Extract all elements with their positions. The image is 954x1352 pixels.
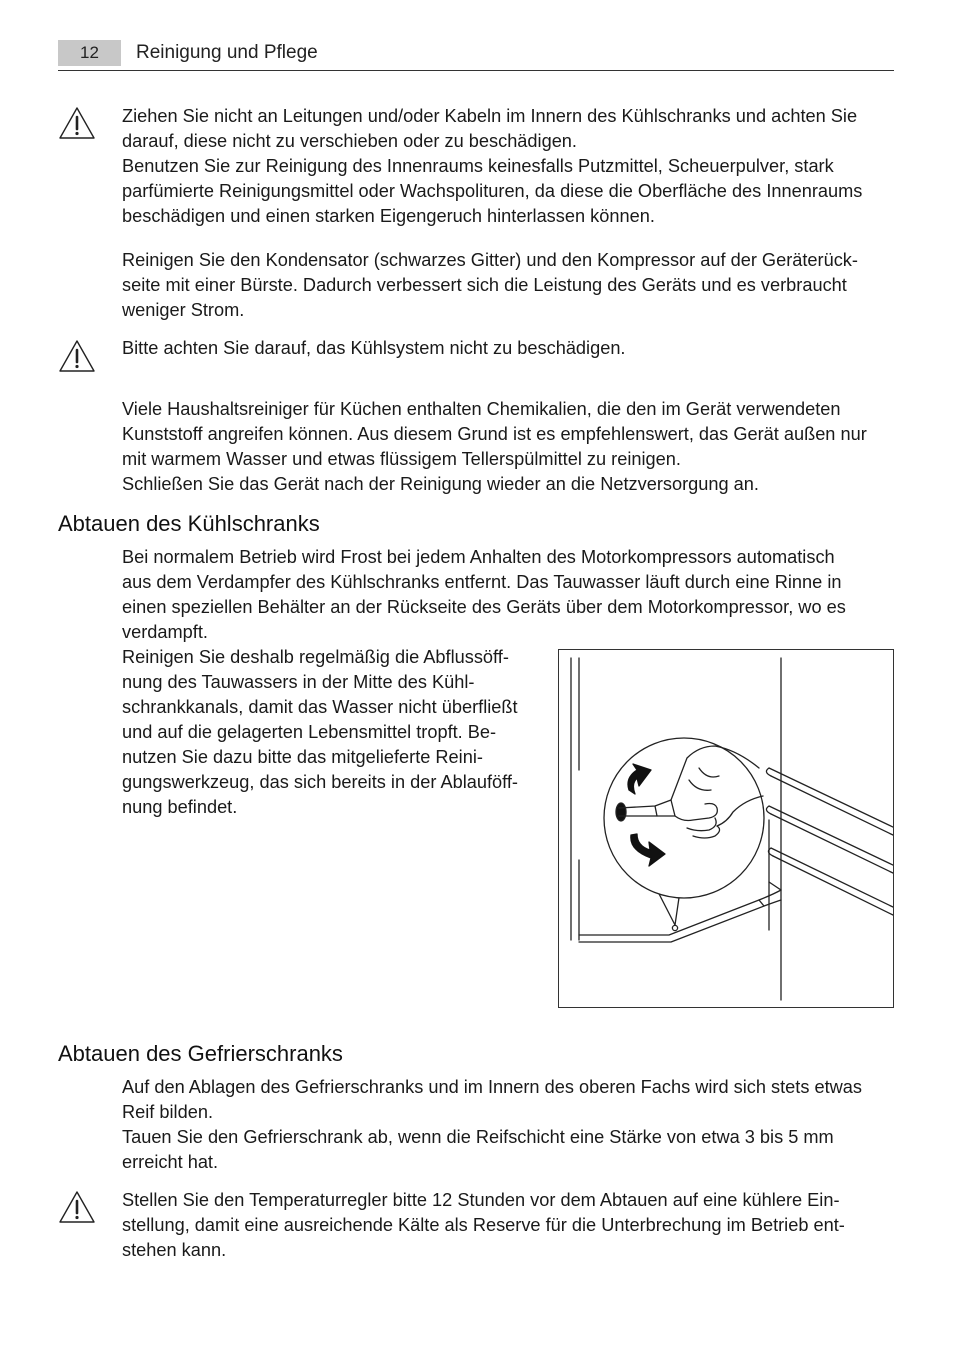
text-line: mit warmem Wasser und etwas flüssigem Tellerspülmittel zu reinigen. <box>122 449 681 469</box>
text-line: beschädigen und einen starken Eigengeruch hinterlassen können. <box>122 206 655 226</box>
text-line: Reinigen Sie deshalb regelmäßig die Abflussöff- <box>122 647 509 667</box>
text-line: weniger Strom. <box>122 300 245 320</box>
heading-freezer-defrost: Abtauen des Gefrierschranks <box>58 1041 343 1066</box>
warning-triangle-icon <box>58 106 96 140</box>
page-number: 12 <box>58 40 121 66</box>
text-line: Reinigen Sie den Kondensator (schwarzes Gitter) und den Kompressor auf der Geräterück- <box>122 250 858 270</box>
text-line: Viele Haushaltsreiniger für Küchen enthalten Chemikalien, die den im Gerät verwendeten <box>122 399 841 419</box>
text-line: stehen kann. <box>122 1240 227 1260</box>
text-line: nung des Tauwassers in der Mitte des Kühl- <box>122 672 475 692</box>
warning-triangle-icon <box>58 1190 96 1224</box>
cleaners-text <box>122 397 897 497</box>
text-line: Schließen Sie das Gerät nach der Reinigung wieder an die Netzversorgung an. <box>122 474 759 494</box>
text-line: aus dem Verdampfer des Kühlschranks entfernt. Das Tauwasser läuft durch eine Rinne in <box>122 572 842 592</box>
text-line: verdampft. <box>122 622 208 642</box>
text-line: erreicht hat. <box>122 1152 219 1172</box>
text-line: gungswerkzeug, das sich bereits in der Ablauföff- <box>122 772 518 792</box>
condenser-text <box>122 248 897 323</box>
text-line: schrankkanals, damit das Wasser nicht überfließt <box>122 697 518 717</box>
freezer-defrost-text <box>122 1075 897 1175</box>
text-line: nutzen Sie dazu bitte das mitgelieferte Reini- <box>122 747 483 767</box>
text-line: Ziehen Sie nicht an Leitungen und/oder Kabeln im Innern des Kühlschranks und achten Sie <box>122 106 858 126</box>
text-line: Auf den Ablagen des Gefrierschranks und im Innern des oberen Fachs wird sich stets etwas <box>122 1077 863 1097</box>
text-line: Benutzen Sie zur Reinigung des Innenraums keinesfalls Putzmittel, Scheuerpulver, stark <box>122 156 834 176</box>
text-line: stellung, damit eine ausreichende Kälte als Reserve für die Unterbrechung im Betrieb ent- <box>122 1215 845 1235</box>
text-line: Bei normalem Betrieb wird Frost bei jedem Anhalten des Motorkompressors automatisch <box>122 547 835 567</box>
section-title: Reinigung und Pflege <box>136 42 318 63</box>
text-line: seite mit einer Bürste. Dadurch verbessert sich die Leistung des Geräts und es verbraucht <box>122 275 847 295</box>
warning-cables-text <box>122 104 897 229</box>
heading-fridge-defrost: Abtauen des Kühlschranks <box>58 511 320 536</box>
text-line: Stellen Sie den Temperaturregler bitte 12 Stunden vor dem Abtauen auf eine kühlere Ein- <box>122 1190 840 1210</box>
warning-cooling-system-text <box>122 336 897 361</box>
text-line: darauf, diese nicht zu verschieben oder zu beschädigen. <box>122 131 577 151</box>
warning-temperature-text <box>122 1188 897 1263</box>
text-line: und auf die gelagerten Lebensmittel tropft. Be- <box>122 722 497 742</box>
text-line: einen speziellen Behälter an der Rückseite des Geräts über dem Motorkompressor, wo es <box>122 597 846 617</box>
text-line: Bitte achten Sie darauf, das Kühlsystem nicht zu beschädigen. <box>122 338 626 358</box>
text-line: Reif bilden. <box>122 1102 213 1122</box>
text-line: nung befindet. <box>122 797 238 817</box>
text-line: parfümierte Reinigungsmittel oder Wachspolituren, da diese die Oberfläche des Innenraums <box>122 181 863 201</box>
warning-triangle-icon <box>58 339 96 373</box>
header-divider <box>58 70 894 71</box>
text-line: Tauen Sie den Gefrierschrank ab, wenn die Reifschicht eine Stärke von etwa 3 bis 5 mm <box>122 1127 834 1147</box>
text-line: Kunststoff angreifen können. Aus diesem Grund ist es empfehlenswert, das Gerät außen nur <box>122 424 867 444</box>
drain-hole-cleaning-illustration <box>558 649 894 1008</box>
page-header <box>58 40 894 70</box>
